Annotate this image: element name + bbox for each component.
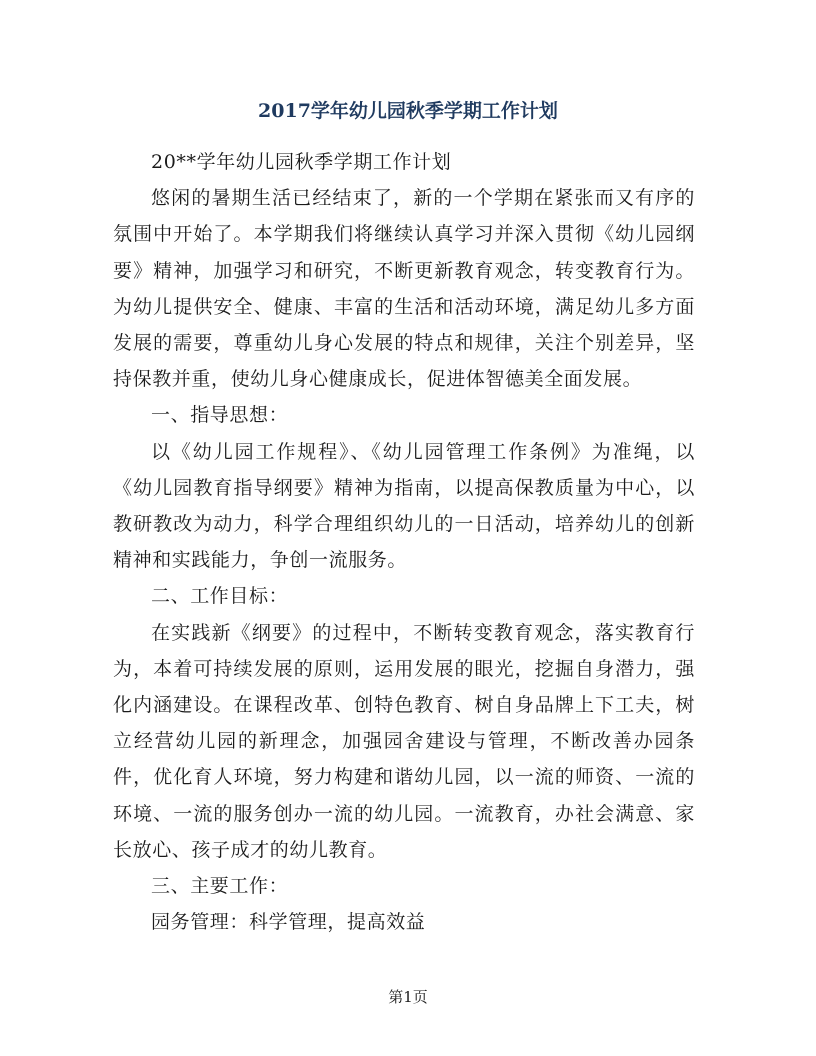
- document-title: 2017学年幼儿园秋季学期工作计划: [258, 100, 558, 122]
- section-heading-guiding-ideology: 一、指导思想：: [151, 404, 289, 427]
- intro-paragraph: 悠闲的暑期生活已经结束了，新的一个学期在紧张而又有序的氛围中开始了。本学期我们将继续认真学习并深入贯彻《幼儿园纲要》精神，加强学习和研究，不断更新教育观念，转变教育行为。为幼儿提供安全、健康、丰富的生活和活动环境，满足幼儿多方面发展的需要，尊重幼儿身心发展的特点和规律，关注个别差异，坚持保教并重，使幼儿身心健康成长，促进体智德美全面发展。: [113, 187, 695, 391]
- page-number: 第1页: [388, 988, 428, 1006]
- subtitle-line: 20**学年幼儿园秋季学期工作计划: [151, 151, 452, 173]
- section-heading-main-work: 三、主要工作：: [151, 875, 289, 898]
- guiding-ideology-paragraph: 以《幼儿园工作规程》、《幼儿园管理工作条例》为准绳，以《幼儿园教育指导纲要》精神为指南，以提高保教质量为中心，以教研教改为动力，科学合理组织幼儿的一日活动，培养幼儿的创新精神和实践能力，争创一流服务。: [113, 440, 695, 572]
- subsection-heading-management: 园务管理：科学管理，提高效益: [151, 911, 426, 934]
- work-goals-paragraph: 在实践新《纲要》的过程中，不断转变教育观念，落实教育行为，本着可持续发展的原则，运用发展的眼光，挖掘自身潜力，强化内涵建设。在课程改革、创特色教育、树自身品牌上下工夫，树立经营幼儿园的新理念，加强园舍建设与管理，不断改善办园条件，优化育人环境，努力构建和谐幼儿园，以一流的师资、一流的环境、一流的服务创办一流的幼儿园。一流教育，办社会满意、家长放心、孩子成才的幼儿教育。: [113, 621, 695, 861]
- section-heading-work-goals: 二、工作目标：: [151, 585, 289, 608]
- document-body: [113, 144, 695, 940]
